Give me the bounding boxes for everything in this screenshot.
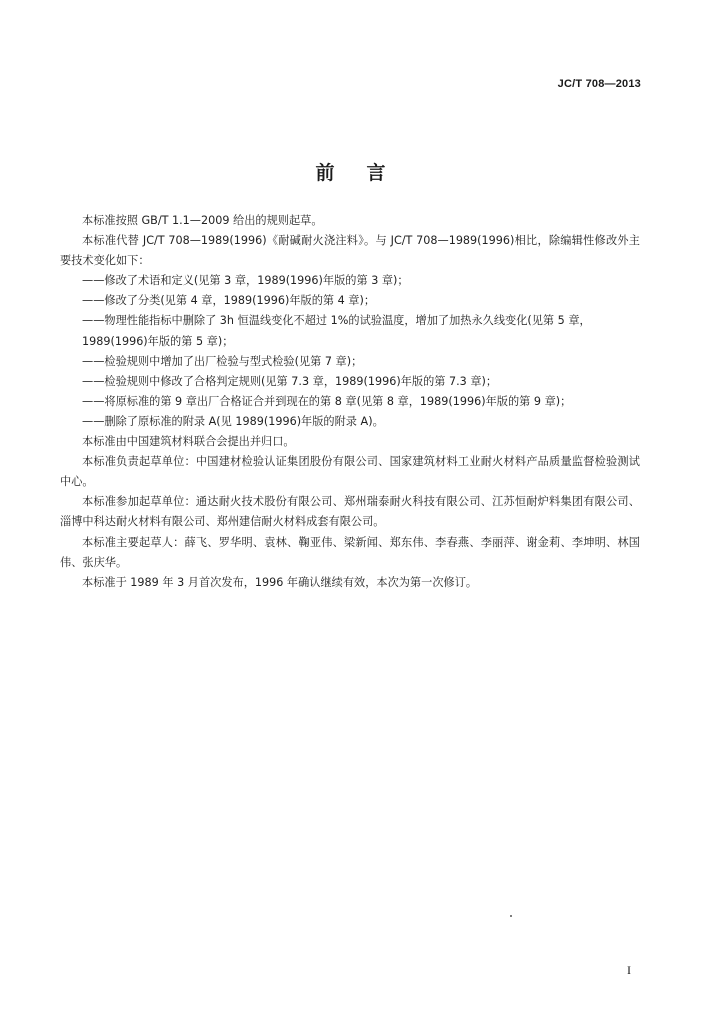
page-number: I (627, 963, 631, 977)
paragraph-participating-drafters: 本标准参加起草单位：通达耐火技术股份有限公司、郑州瑞泰耐火科技有限公司、江苏恒耐炉料集团有限公司、淄博中科达耐火材料有限公司、郑州建信耐火材料成套有限公司。 (60, 495, 640, 529)
paragraph-replacement: 本标准代替 JC/T 708—1989(1996)《耐碱耐火浇注料》。与 JC/T 708—1989(1996)相比，除编辑性修改外主要技术变化如下： (60, 234, 640, 268)
change-item: ——物理性能指标中删除了 3h 恒温线变化不超过 1%的试验温度，增加了加热永久线变化(见第 5 章，1989(1996)年版的第 5 章)； (82, 314, 591, 348)
paragraph-proposer: 本标准由中国建筑材料联合会提出并归口。 (82, 435, 295, 449)
change-item: ——修改了分类(见第 4 章，1989(1996)年版的第 4 章)； (82, 294, 376, 308)
change-item: ——将原标准的第 9 章出厂合格证合并到现在的第 8 章(见第 8 章，1989(1996)年版的第 9 章)； (82, 394, 572, 408)
change-item: ——删除了原标准的附录 A(见 1989(1996)年版的附录 A)。 (82, 414, 384, 428)
change-item: ——检验规则中修改了合格判定规则(见第 7.3 章，1989(1996)年版的第 7.3 章)； (82, 374, 498, 388)
standard-code: JC/T 708—2013 (557, 78, 641, 90)
scan-speck (510, 915, 512, 917)
paragraph-lead-drafter: 本标准负责起草单位：中国建材检验认证集团股份有限公司、国家建筑材料工业耐火材料产品质量监督检验测试中心。 (60, 455, 640, 489)
paragraph-main-drafters: 本标准主要起草人：薛飞、罗华明、袁林、鞠亚伟、梁新闻、郑东伟、李春燕、李丽萍、谢金莉、李坤明、林国伟、张庆华。 (60, 535, 640, 569)
change-item: ——修改了术语和定义(见第 3 章，1989(1996)年版的第 3 章)； (82, 274, 409, 288)
page-title: 前言 (315, 162, 418, 184)
paragraph-drafting-rules: 本标准按照 GB/T 1.1—2009 给出的规则起草。 (82, 214, 323, 227)
change-item: ——检验规则中增加了出厂检验与型式检验(见第 7 章)； (82, 354, 363, 368)
foreword-body (60, 211, 640, 593)
paragraph-history: 本标准于 1989 年 3 月首次发布，1996 年确认继续有效，本次为第一次修订。 (82, 575, 478, 589)
